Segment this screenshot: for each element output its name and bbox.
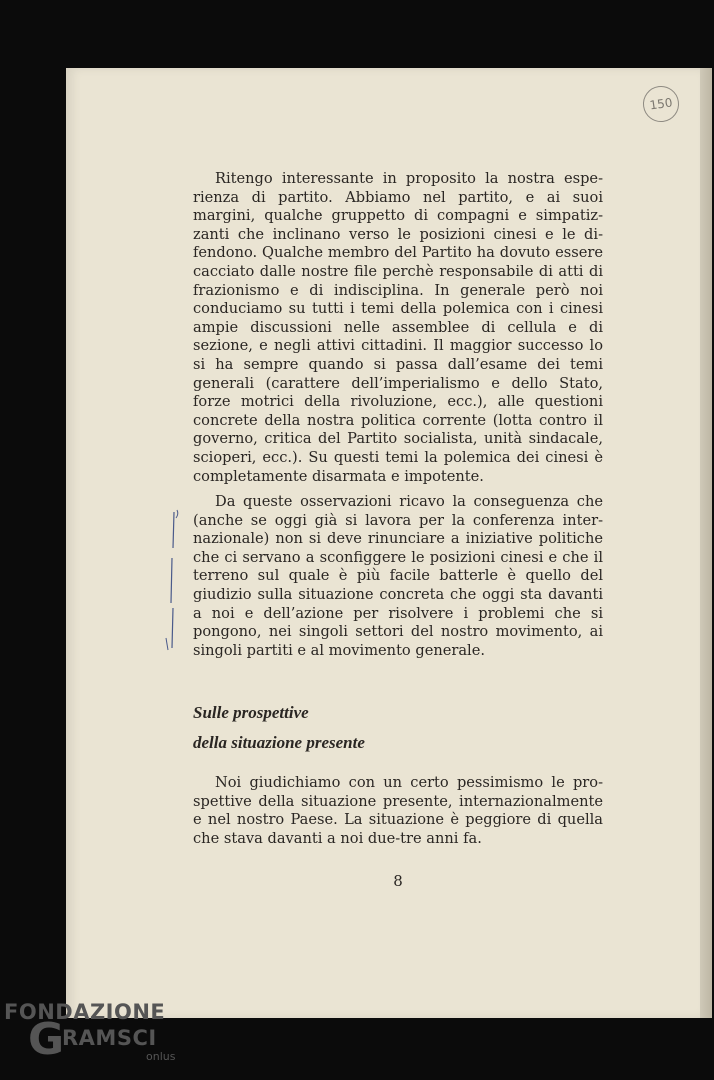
fondazione-gramsci-logo: [4, 1000, 179, 1075]
paragraph-text: Ritengo interessante in proposito la nostra esperienza di partito. Abbiamo nel partito, e ai suoi margini, qualche gruppetto di compagni e simpatizzanti che inclinano verso le posizioni cinesi e le difendono. Qualche membro del Partito ha dovuto essere cacciato dalle nostre file perchè responsabile di atti di frazionismo e di indisciplina. In generale però noi conduciamo su tutti i temi della polemica con i cinesi ampie discussioni nelle assemblee di cellula e di sezione, e negli attivi cittadini. Il maggior successo lo si ha sempre quando si passa dall’esame dei temi generali (carattere dell’imperialismo e dello Stato, forze motrici della rivoluzione, ecc.), alle questioni concrete della nostra politica corrente (lotta contro il governo, critica del Partito socialista, unità sindacale, scioperi, ecc.). Su questi temi la polemica dei cinesi è completamente disarmata e impotente.: [193, 170, 603, 485]
paragraph-1: [193, 170, 603, 486]
paragraph-text: Noi giudichiamo con un certo pessimismo le prospettive della situazione presente, internazionalmente e nel nostro Paese. La situazione è peggiore di quella che stava davanti a noi due-tre anni fa.: [193, 774, 603, 847]
logo-text-line2: RAMSCI: [62, 1026, 157, 1050]
paragraph-2: [193, 493, 603, 660]
archive-stamp: 150: [641, 84, 682, 125]
paragraph-text: Da queste osservazioni ricavo la conseguenza che (anche se oggi già si lavora per la conferenza internazionale) non si deve rinunciare a iniziative politiche che ci servano a sconfiggere le posizioni cinesi e che il terreno sul quale è più facile batterle è quello del giudizio sulla situazione concreta che oggi sta davanti a noi e dell’azione per risolvere i problemi che si pongono, nei singoli settori del nostro movimento, ai singoli partiti e al movimento generale.: [193, 493, 603, 659]
margin-pencil-mark: [160, 508, 184, 658]
section-heading-line-2: della situazione presente: [193, 733, 365, 752]
section-heading-line-1: Sulle prospettive: [193, 703, 309, 722]
logo-letter-g: G: [28, 1014, 65, 1065]
logo-text-line1: FONDAZIONE: [4, 1000, 166, 1024]
paragraph-3: [193, 774, 603, 848]
logo-suffix: onlus: [146, 1050, 176, 1063]
page-edge: [700, 68, 712, 1018]
page-number: 8: [393, 872, 403, 890]
